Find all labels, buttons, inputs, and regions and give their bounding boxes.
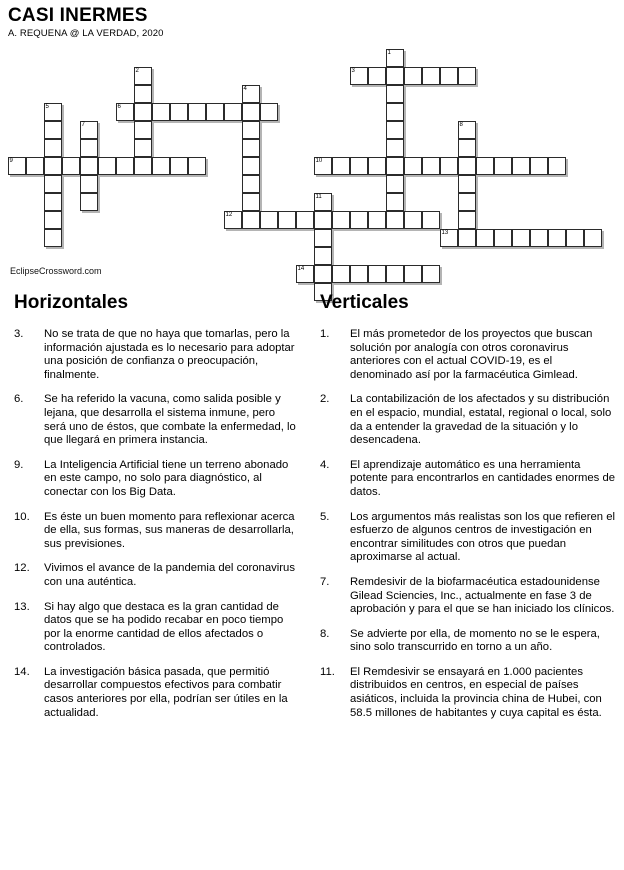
crossword-cell[interactable] bbox=[332, 265, 350, 283]
crossword-cell[interactable] bbox=[152, 157, 170, 175]
crossword-cell[interactable] bbox=[386, 211, 404, 229]
clue-text: La investigación básica pasada, que permitió desarrollar compuestos efectivos para combatir casos anteriores por ella, podrían ser útiles en la actualidad. bbox=[44, 665, 288, 719]
down-clues-column bbox=[312, 292, 624, 731]
across-heading: Horizontales bbox=[14, 292, 129, 313]
clue-number: 8. bbox=[320, 627, 330, 640]
clue-text: No se trata de que no haya que tomarlas, pero la información ajustada es lo necesario para adoptar una posición de confianza o preocupación, finalmente. bbox=[44, 328, 295, 381]
crossword-cell[interactable] bbox=[404, 211, 422, 229]
crossword-cell[interactable] bbox=[80, 157, 98, 175]
crossword-cell[interactable] bbox=[368, 211, 386, 229]
crossword-cell[interactable] bbox=[188, 157, 206, 175]
crossword-cell[interactable] bbox=[80, 193, 98, 211]
crossword-cell-number: 9 bbox=[9, 158, 13, 165]
clue-number: 5. bbox=[320, 510, 330, 523]
crossword-cell[interactable] bbox=[332, 157, 350, 175]
clue-number: 1. bbox=[320, 328, 330, 340]
clue-item bbox=[14, 459, 298, 500]
crossword-cell[interactable] bbox=[368, 67, 386, 85]
crossword-cell[interactable] bbox=[44, 139, 62, 157]
clue-number: 10. bbox=[14, 510, 30, 523]
crossword-cell[interactable] bbox=[44, 229, 62, 247]
clue-item bbox=[320, 511, 616, 565]
crossword-cell[interactable] bbox=[242, 103, 260, 121]
clue-item bbox=[14, 562, 298, 589]
crossword-cell[interactable] bbox=[332, 211, 350, 229]
crossword-cell[interactable] bbox=[404, 67, 422, 85]
crossword-cell[interactable] bbox=[350, 265, 368, 283]
crossword-cell-number: 8 bbox=[459, 122, 463, 129]
crossword-cell[interactable] bbox=[314, 157, 332, 175]
crossword-cell[interactable] bbox=[80, 175, 98, 193]
crossword-cell[interactable] bbox=[242, 157, 260, 175]
crossword-cell[interactable] bbox=[386, 175, 404, 193]
crossword-cell[interactable] bbox=[368, 265, 386, 283]
clue-item bbox=[320, 393, 616, 447]
crossword-cell[interactable] bbox=[512, 229, 530, 247]
crossword-cell[interactable] bbox=[422, 211, 440, 229]
puzzle-byline: A. REQUENA @ LA VERDAD, 2020 bbox=[8, 27, 164, 39]
crossword-cell[interactable] bbox=[530, 157, 548, 175]
crossword-cell[interactable] bbox=[458, 67, 476, 85]
crossword-cell[interactable] bbox=[314, 229, 332, 247]
clue-item bbox=[14, 393, 298, 447]
crossword-cell[interactable] bbox=[242, 211, 260, 229]
crossword-cell[interactable] bbox=[242, 121, 260, 139]
crossword-cell[interactable] bbox=[44, 157, 62, 175]
crossword-cell[interactable] bbox=[422, 157, 440, 175]
clue-item bbox=[14, 511, 298, 552]
crossword-cell[interactable] bbox=[224, 103, 242, 121]
crossword-cell[interactable] bbox=[116, 103, 134, 121]
crossword-cell[interactable] bbox=[44, 121, 62, 139]
crossword-cell[interactable] bbox=[386, 139, 404, 157]
clue-item bbox=[320, 576, 616, 617]
crossword-cell[interactable] bbox=[368, 157, 386, 175]
crossword-cell[interactable] bbox=[314, 211, 332, 229]
clue-text: Es éste un buen momento para reflexionar acerca de ella, sus formas, sus maneras de desarrollarla, sus previsiones. bbox=[44, 510, 295, 550]
clue-text: La Inteligencia Artificial tiene un terreno abonado en este campo, no solo para diagnóstico, al conectar con los Big Data. bbox=[44, 458, 289, 498]
crossword-cell[interactable] bbox=[458, 157, 476, 175]
crossword-cell[interactable] bbox=[548, 157, 566, 175]
crossword-cell[interactable] bbox=[134, 139, 152, 157]
crossword-cell[interactable] bbox=[440, 157, 458, 175]
crossword-cell[interactable] bbox=[116, 157, 134, 175]
clue-number: 14. bbox=[14, 665, 30, 678]
crossword-cell[interactable] bbox=[458, 121, 476, 139]
generator-credit: EclipseCrossword.com bbox=[10, 266, 102, 276]
across-clues-column bbox=[0, 292, 312, 731]
crossword-cell-number: 6 bbox=[117, 104, 121, 111]
crossword-cell[interactable] bbox=[584, 229, 602, 247]
crossword-cell[interactable] bbox=[278, 211, 296, 229]
crossword-cell[interactable] bbox=[494, 157, 512, 175]
puzzle-header bbox=[0, 0, 624, 39]
crossword-cell[interactable] bbox=[512, 157, 530, 175]
crossword-cell[interactable] bbox=[458, 175, 476, 193]
crossword-cell[interactable] bbox=[224, 211, 242, 229]
crossword-cell[interactable] bbox=[386, 121, 404, 139]
crossword-cell[interactable] bbox=[134, 67, 152, 85]
crossword-cell[interactable] bbox=[260, 211, 278, 229]
crossword-cell[interactable] bbox=[350, 211, 368, 229]
crossword-cell[interactable] bbox=[80, 121, 98, 139]
across-clue-list bbox=[14, 328, 298, 720]
crossword-cell[interactable] bbox=[386, 103, 404, 121]
clue-text: Se advierte por ella, de momento no se le espera, sino solo transcurrido en torno a un año. bbox=[350, 627, 600, 654]
crossword-cell-number: 2 bbox=[135, 68, 139, 75]
crossword-cell[interactable] bbox=[242, 85, 260, 103]
crossword-cell[interactable] bbox=[98, 157, 116, 175]
down-clue-list bbox=[320, 328, 616, 720]
crossword-cell[interactable] bbox=[134, 85, 152, 103]
crossword-cell-number: 1 bbox=[387, 50, 391, 57]
crossword-cell[interactable] bbox=[458, 193, 476, 211]
crossword-cell[interactable] bbox=[314, 193, 332, 211]
crossword-cell[interactable] bbox=[422, 67, 440, 85]
crossword-cell[interactable] bbox=[296, 211, 314, 229]
crossword-cell[interactable] bbox=[134, 103, 152, 121]
crossword-cell[interactable] bbox=[440, 67, 458, 85]
down-heading: Verticales bbox=[320, 292, 409, 313]
crossword-cell[interactable] bbox=[314, 247, 332, 265]
crossword-cell[interactable] bbox=[170, 103, 188, 121]
crossword-cell[interactable] bbox=[26, 157, 44, 175]
clue-item bbox=[14, 601, 298, 655]
crossword-cell-number: 5 bbox=[45, 104, 49, 111]
crossword-cell[interactable] bbox=[242, 193, 260, 211]
crossword-cell[interactable] bbox=[566, 229, 584, 247]
crossword-cell[interactable] bbox=[386, 193, 404, 211]
crossword-cell[interactable] bbox=[386, 85, 404, 103]
clues-section bbox=[0, 292, 624, 731]
crossword-cell[interactable] bbox=[80, 139, 98, 157]
crossword-cell[interactable] bbox=[44, 175, 62, 193]
crossword-cell-number: 12 bbox=[225, 212, 233, 219]
crossword-cell-number: 14 bbox=[297, 266, 305, 273]
crossword-cell-number: 4 bbox=[243, 86, 247, 93]
clue-number: 4. bbox=[320, 458, 330, 471]
clue-item bbox=[320, 459, 616, 500]
crossword-cell[interactable] bbox=[458, 229, 476, 247]
crossword-cell[interactable] bbox=[44, 211, 62, 229]
crossword-cell[interactable] bbox=[548, 229, 566, 247]
clue-number: 6. bbox=[14, 393, 24, 406]
clue-number: 11. bbox=[320, 665, 335, 678]
clue-text: El aprendizaje automático es una herramienta potente para encontrarlos en cantidades enormes de datos. bbox=[350, 458, 616, 498]
clue-item bbox=[320, 666, 616, 720]
crossword-cell[interactable] bbox=[404, 265, 422, 283]
crossword-cell[interactable] bbox=[476, 229, 494, 247]
crossword-cell-number: 7 bbox=[81, 122, 85, 129]
crossword-cell[interactable] bbox=[134, 121, 152, 139]
crossword-cell[interactable] bbox=[476, 157, 494, 175]
crossword-cell[interactable] bbox=[62, 157, 80, 175]
clue-text: La contabilización de los afectados y su distribución en el espacio, mundial, estatal, regional o local, solo da a entender la gravedad de la situación y lo desencadena. bbox=[350, 393, 612, 447]
clue-text: El más prometedor de los proyectos que buscan solución por analogía con otros coronavirus anteriores con el actual COVID-19, es el denominado así por la farmacéutica Gimlead. bbox=[350, 328, 593, 381]
clue-text: El Remdesivir se ensayará en 1.000 pacientes distribuidos en centros, en especial de países asiáticos, incluida la provincia china de Hubei, con 58.5 millones de habitantes y cuya capital es ésta. bbox=[350, 665, 602, 719]
clue-number: 13. bbox=[14, 600, 30, 613]
crossword-cell[interactable] bbox=[296, 265, 314, 283]
crossword-cell[interactable] bbox=[440, 229, 458, 247]
clue-text: Se ha referido la vacuna, como salida posible y lejana, que desarrolla el sistema inmune, pero será uno de éstos, que combate la enfermedad, lo que llegará en primera instancia. bbox=[44, 393, 296, 447]
crossword-cell[interactable] bbox=[386, 67, 404, 85]
clue-item bbox=[14, 666, 298, 720]
crossword-cell[interactable] bbox=[458, 139, 476, 157]
crossword-cell[interactable] bbox=[242, 175, 260, 193]
crossword-cell[interactable] bbox=[8, 157, 26, 175]
crossword-cell[interactable] bbox=[170, 157, 188, 175]
clue-number: 2. bbox=[320, 393, 330, 406]
crossword-cell[interactable] bbox=[188, 103, 206, 121]
crossword-cell[interactable] bbox=[314, 265, 332, 283]
crossword-cell[interactable] bbox=[350, 67, 368, 85]
crossword-cell[interactable] bbox=[386, 49, 404, 67]
clue-number: 9. bbox=[14, 458, 24, 471]
clue-number: 3. bbox=[14, 328, 24, 340]
crossword-cell-number: 13 bbox=[441, 230, 449, 237]
crossword-cell[interactable] bbox=[350, 157, 368, 175]
crossword-cell[interactable] bbox=[260, 103, 278, 121]
clue-number: 7. bbox=[320, 575, 330, 588]
crossword-cell[interactable] bbox=[458, 211, 476, 229]
clue-text: Si hay algo que destaca es la gran cantidad de datos que se ha podido recabar en poco tiempo por la enorme cantidad de ellos afectados o controlados. bbox=[44, 600, 284, 654]
clue-number: 12. bbox=[14, 562, 30, 575]
crossword-cell[interactable] bbox=[206, 103, 224, 121]
crossword-cell[interactable] bbox=[386, 265, 404, 283]
clue-text: Vivimos el avance de la pandemia del coronavirus con una auténtica. bbox=[44, 562, 295, 588]
clue-item bbox=[320, 628, 616, 655]
crossword-cell[interactable] bbox=[44, 193, 62, 211]
clue-text: Remdesivir de la biofarmacéutica estadounidense Gilead Sciencies, Inc., actualmente en fase 3 de aprobación y para el que se han iniciado los clínicos. bbox=[350, 575, 615, 616]
page-title: CASI INERMES bbox=[8, 5, 148, 26]
crossword-cell[interactable] bbox=[494, 229, 512, 247]
crossword-cell-number: 11 bbox=[315, 194, 322, 201]
clue-text: Los argumentos más realistas son los que refieren el esfuerzo de algunos centros de investigación en encontrar similitudes con otros que puedan aproximarse al actual. bbox=[350, 510, 615, 564]
crossword-cell[interactable] bbox=[404, 157, 422, 175]
crossword-cell-number: 10 bbox=[315, 158, 323, 165]
crossword-cell[interactable] bbox=[152, 103, 170, 121]
clue-item bbox=[320, 328, 616, 382]
crossword-cell[interactable] bbox=[530, 229, 548, 247]
crossword-cell[interactable] bbox=[386, 157, 404, 175]
crossword-cell-number: 3 bbox=[351, 68, 355, 75]
crossword-cell[interactable] bbox=[422, 265, 440, 283]
crossword-cell[interactable] bbox=[44, 103, 62, 121]
clue-item bbox=[14, 328, 298, 382]
crossword-cell[interactable] bbox=[134, 157, 152, 175]
crossword-cell[interactable] bbox=[242, 139, 260, 157]
